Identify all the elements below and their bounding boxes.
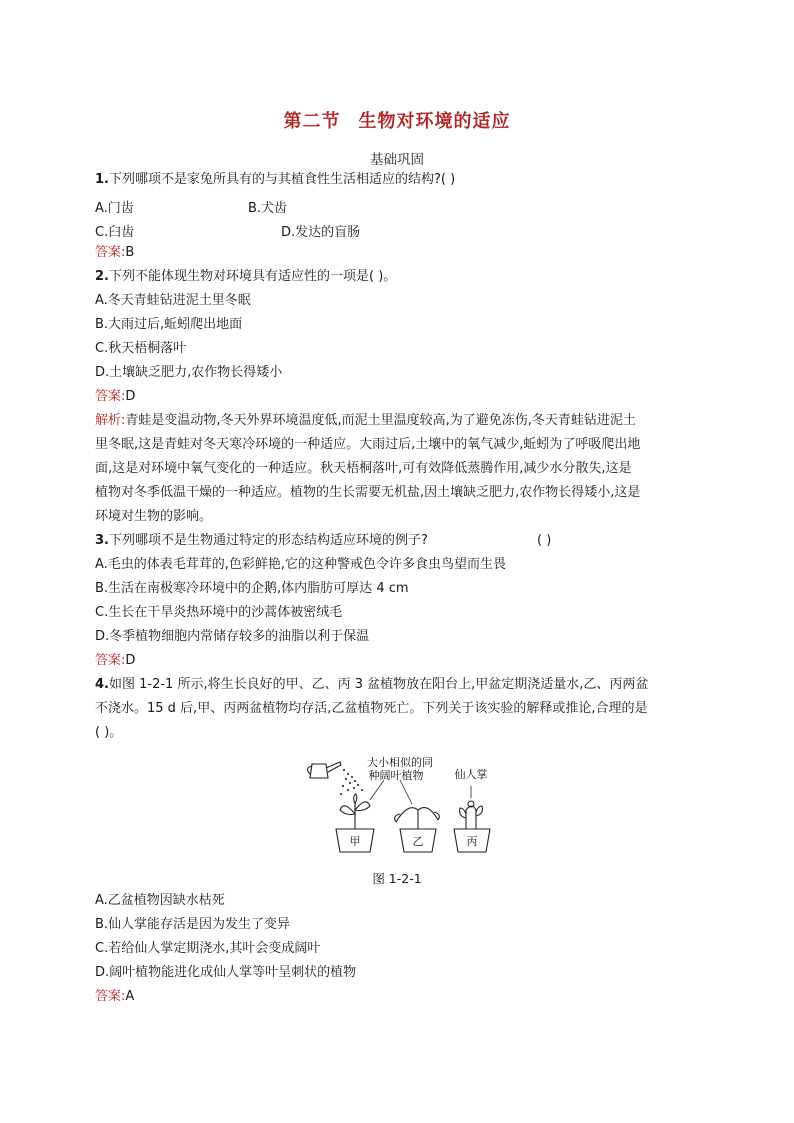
question-number: 3. [95, 533, 109, 548]
plants-label-line1: 大小相似的同 [367, 756, 433, 769]
answer-line [95, 245, 134, 261]
option-a: A.乙盆植物因缺水枯死 [95, 893, 225, 908]
question-text: 如图 1-2-1 所示,将生长良好的甲、乙、丙 3 盆植物放在阳台上,甲盆定期浇适量水,乙、丙两盆 [108, 677, 649, 692]
answer-label: 答案: [95, 653, 126, 668]
plant-experiment-figure [300, 752, 500, 856]
question-text-line: 不浇水。15 d 后,甲、丙两盆植物均存活,乙盆植物死亡。下列关于该实验的解释或推论,合理的是 [95, 701, 648, 716]
cactus-label: 仙人掌 [454, 768, 488, 781]
analysis-text: 青蛙是变温动物,冬天外界环境温度低,而泥土里温度较高,为了避免冻伤,冬天青蛙钻进泥土 [125, 413, 636, 428]
pot-label-bing: 丙 [466, 835, 478, 848]
option-d: D.土壤缺乏肥力,农作物长得矮小 [95, 365, 283, 380]
question-4-stem [95, 677, 648, 693]
option-a: A.毛虫的体表毛茸茸的,色彩鲜艳,它的这种警戒色令许多食虫鸟望而生畏 [95, 557, 507, 572]
analysis-label: 解析: [95, 413, 126, 428]
question-text-line: ( )。 [95, 725, 123, 740]
section-heading: 基础巩固 [370, 152, 424, 168]
analysis-line [95, 413, 636, 429]
option-c: C.臼齿 [95, 225, 135, 240]
option-b: B.生活在南极寒冷环境中的企鹅,体内脂肪可厚达 4 cm [95, 581, 409, 596]
page-title [0, 107, 794, 133]
option-d: D.阔叶植物能进化成仙人掌等叶呈刺状的植物 [95, 965, 357, 980]
answer-value: D [125, 389, 136, 404]
question-text: 下列不能体现生物对环境具有适应性的一项是( )。 [108, 269, 397, 284]
water-drops [340, 769, 362, 794]
question-number: 4. [95, 677, 109, 692]
answer-value: A [125, 989, 135, 1004]
option-d: D.冬季植物细胞内常储存较多的油脂以利于保温 [95, 629, 370, 644]
option-b: B.犬齿 [248, 201, 288, 216]
answer-line [95, 653, 135, 669]
question-3-stem [95, 533, 428, 549]
answer-bracket: ( ) [537, 533, 552, 548]
answer-line [95, 389, 135, 405]
answer-label: 答案: [95, 389, 126, 404]
plants-label-line2: 种阔叶植物 [368, 769, 424, 782]
figure-caption: 图 1-2-1 [372, 871, 422, 886]
option-c: C.生长在干旱炎热环境中的沙蒿体被密绒毛 [95, 605, 343, 620]
option-d: D.发达的盲肠 [281, 225, 361, 240]
option-a: A.冬天青蛙钻进泥土里冬眠 [95, 293, 251, 308]
pot-label-yi: 乙 [412, 835, 424, 848]
answer-label: 答案: [95, 245, 126, 260]
option-a: A.门齿 [95, 201, 134, 216]
question-number: 2. [95, 269, 109, 284]
question-2-stem [95, 269, 396, 285]
analysis-line: 环境对生物的影响。 [95, 509, 213, 524]
option-b: B.仙人掌能存活是因为发生了变异 [95, 917, 291, 932]
pot-label-jia: 甲 [349, 835, 361, 848]
section-title: 生物对环境的适应 [358, 111, 511, 132]
analysis-line: 里冬眠,这是青蛙对冬天寒冷环境的一种适应。大雨过后,土壤中的氧气减少,蚯蚓为了呼吸爬出地 [95, 437, 641, 452]
option-c: C.秋天梧桐落叶 [95, 341, 187, 356]
answer-value: B [125, 245, 135, 260]
analysis-line: 面,这是对环境中氧气变化的一种适应。秋天梧桐落叶,可有效降低蒸腾作用,减少水分散失,这是 [95, 461, 632, 476]
watering-can-icon [307, 762, 341, 778]
question-text: 下列哪项不是生物通过特定的形态结构适应环境的例子? [108, 533, 428, 548]
question-number: 1. [95, 172, 109, 187]
question-text: 下列哪项不是家兔所具有的与其植食性生活相适应的结构?( ) [108, 172, 456, 187]
option-c: C.若给仙人掌定期浇水,其叶会变成阔叶 [95, 941, 321, 956]
answer-value: D [125, 653, 136, 668]
answer-label: 答案: [95, 989, 126, 1004]
analysis-line: 植物对冬季低温干燥的一种适应。植物的生长需要无机盐,因土壤缺乏肥力,农作物长得矮小,这是 [95, 485, 641, 500]
answer-line [95, 989, 134, 1005]
section-number: 第二节 [283, 111, 341, 132]
question-1-stem [95, 172, 455, 188]
option-b: B.大雨过后,蚯蚓爬出地面 [95, 317, 243, 332]
